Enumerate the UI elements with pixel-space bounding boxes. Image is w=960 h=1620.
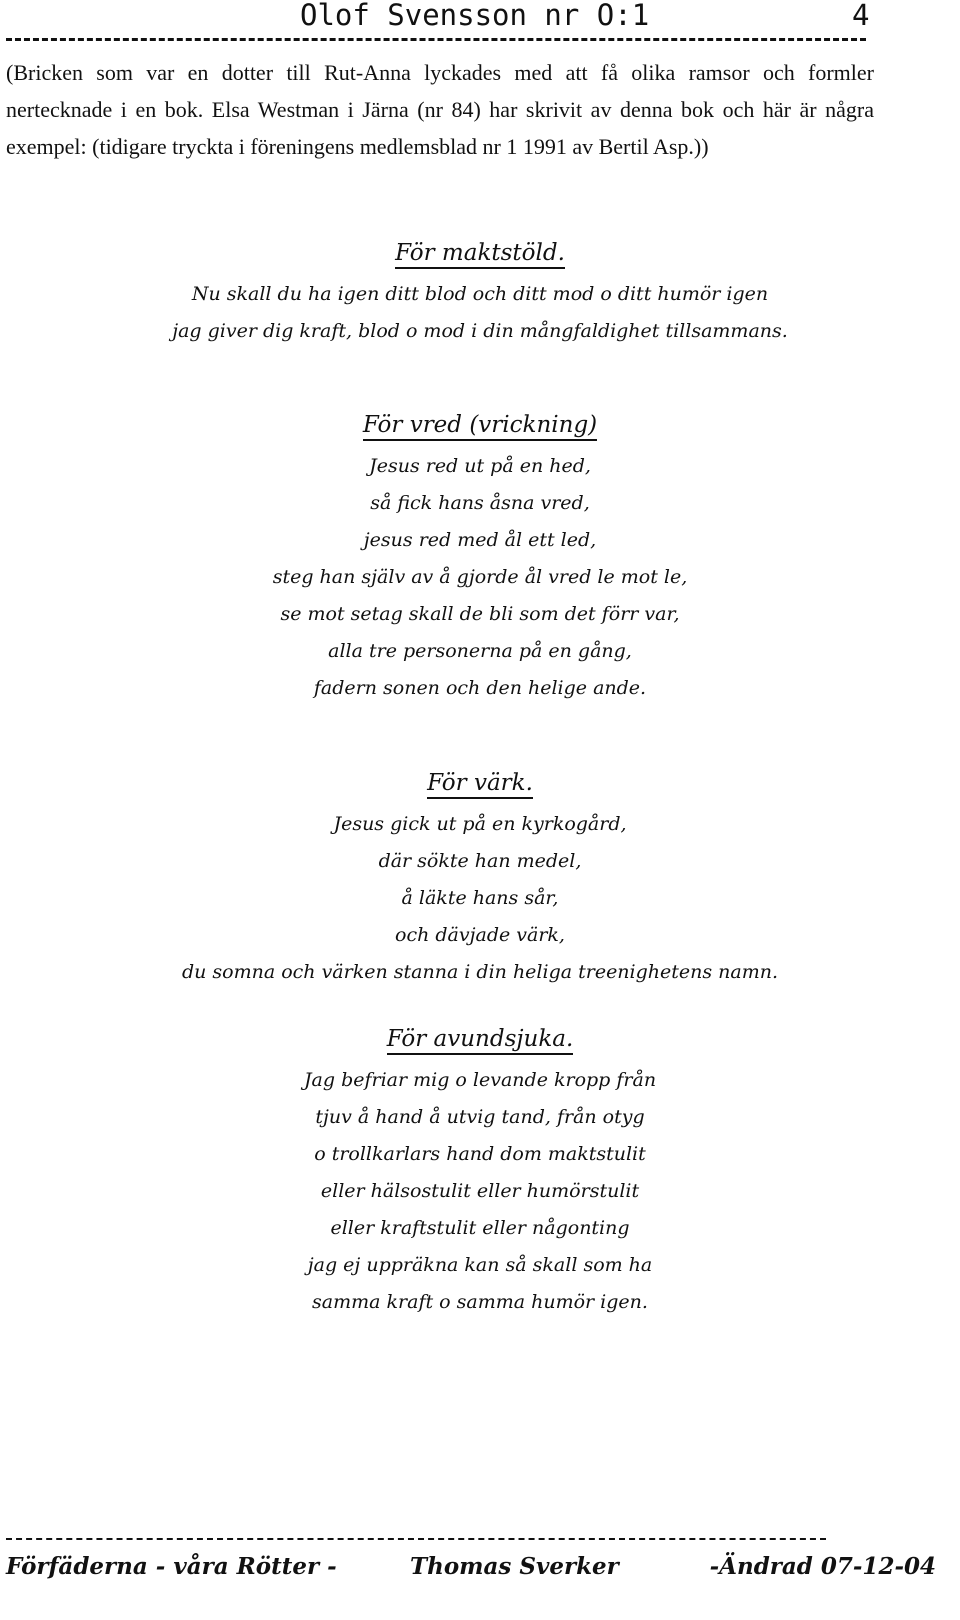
footer-divider (6, 1538, 826, 1540)
verse-line: fadern sonen och den helige ande. (313, 677, 647, 699)
footer-series-title: Förfäderna - våra Rötter - (6, 1553, 337, 1580)
verse-line: så fick hans åsna vred, (370, 492, 590, 514)
section-vark (0, 766, 960, 991)
section-vred (0, 408, 960, 707)
verse-line: steg han själv av å gjorde ål vred le mot le, (272, 566, 688, 588)
section-title: För värk. (0, 766, 960, 800)
verse-line: Jesus red ut på en hed, (369, 455, 591, 477)
verse-line: tjuv å hand å utvig tand, från otyg (315, 1106, 645, 1128)
verse-line: jag giver dig kraft, blod o mod i din mångfaldighet tillsammans. (172, 320, 788, 342)
verse-line: och dävjade värk, (395, 924, 565, 946)
intro-paragraph: (Bricken som var en dotter till Rut-Anna lyckades med att få olika ramsor och formler nertecknade i en bok. Elsa Westman i Järna (nr 84) har skrivit av denna bok och här är några exempel: (tidigare tryckta i föreningens medlemsblad nr 1 1991 av Bertil Asp.)) (6, 60, 874, 159)
footer-revision-date: -Ändrad 07-12-04 (709, 1553, 936, 1580)
section-maktstold (0, 236, 960, 350)
verse-line: å läkte hans sår, (401, 887, 559, 909)
verse-line: Jesus gick ut på en kyrkogård, (333, 813, 627, 835)
verse-line: o trollkarlars hand dom maktstulit (314, 1143, 646, 1165)
section-title: För vred (vrickning) (0, 408, 960, 442)
verse-line: eller hälsostulit eller humörstulit (320, 1180, 640, 1202)
footer-author: Thomas Sverker (410, 1553, 619, 1580)
page-number: 4 (852, 0, 870, 32)
verse-line: jesus red med ål ett led, (363, 529, 597, 551)
section-title: För avundsjuka. (0, 1022, 960, 1056)
page-title: Olof Svensson nr O:1 (300, 0, 650, 32)
section-title: För maktstöld. (0, 236, 960, 270)
verse-line: jag ej uppräkna kan så skall som ha (307, 1254, 653, 1276)
verse-line: Nu skall du ha igen ditt blod och ditt mod o ditt humör igen (191, 283, 769, 305)
verse-line: Jag befriar mig o levande kropp från (303, 1069, 657, 1091)
verse-line: samma kraft o samma humör igen. (312, 1291, 648, 1313)
section-avundsjuka (0, 1022, 960, 1321)
header-divider (6, 38, 866, 41)
verse-line: alla tre personerna på en gång, (328, 640, 632, 662)
page-footer (6, 1553, 936, 1585)
verse-line: se mot setag skall de bli som det förr var, (280, 603, 680, 625)
verse-line: eller kraftstulit eller någonting (330, 1217, 630, 1239)
verse-line: där sökte han medel, (378, 850, 582, 872)
verse-line: du somna och värken stanna i din heliga treenighetens namn. (181, 961, 779, 983)
